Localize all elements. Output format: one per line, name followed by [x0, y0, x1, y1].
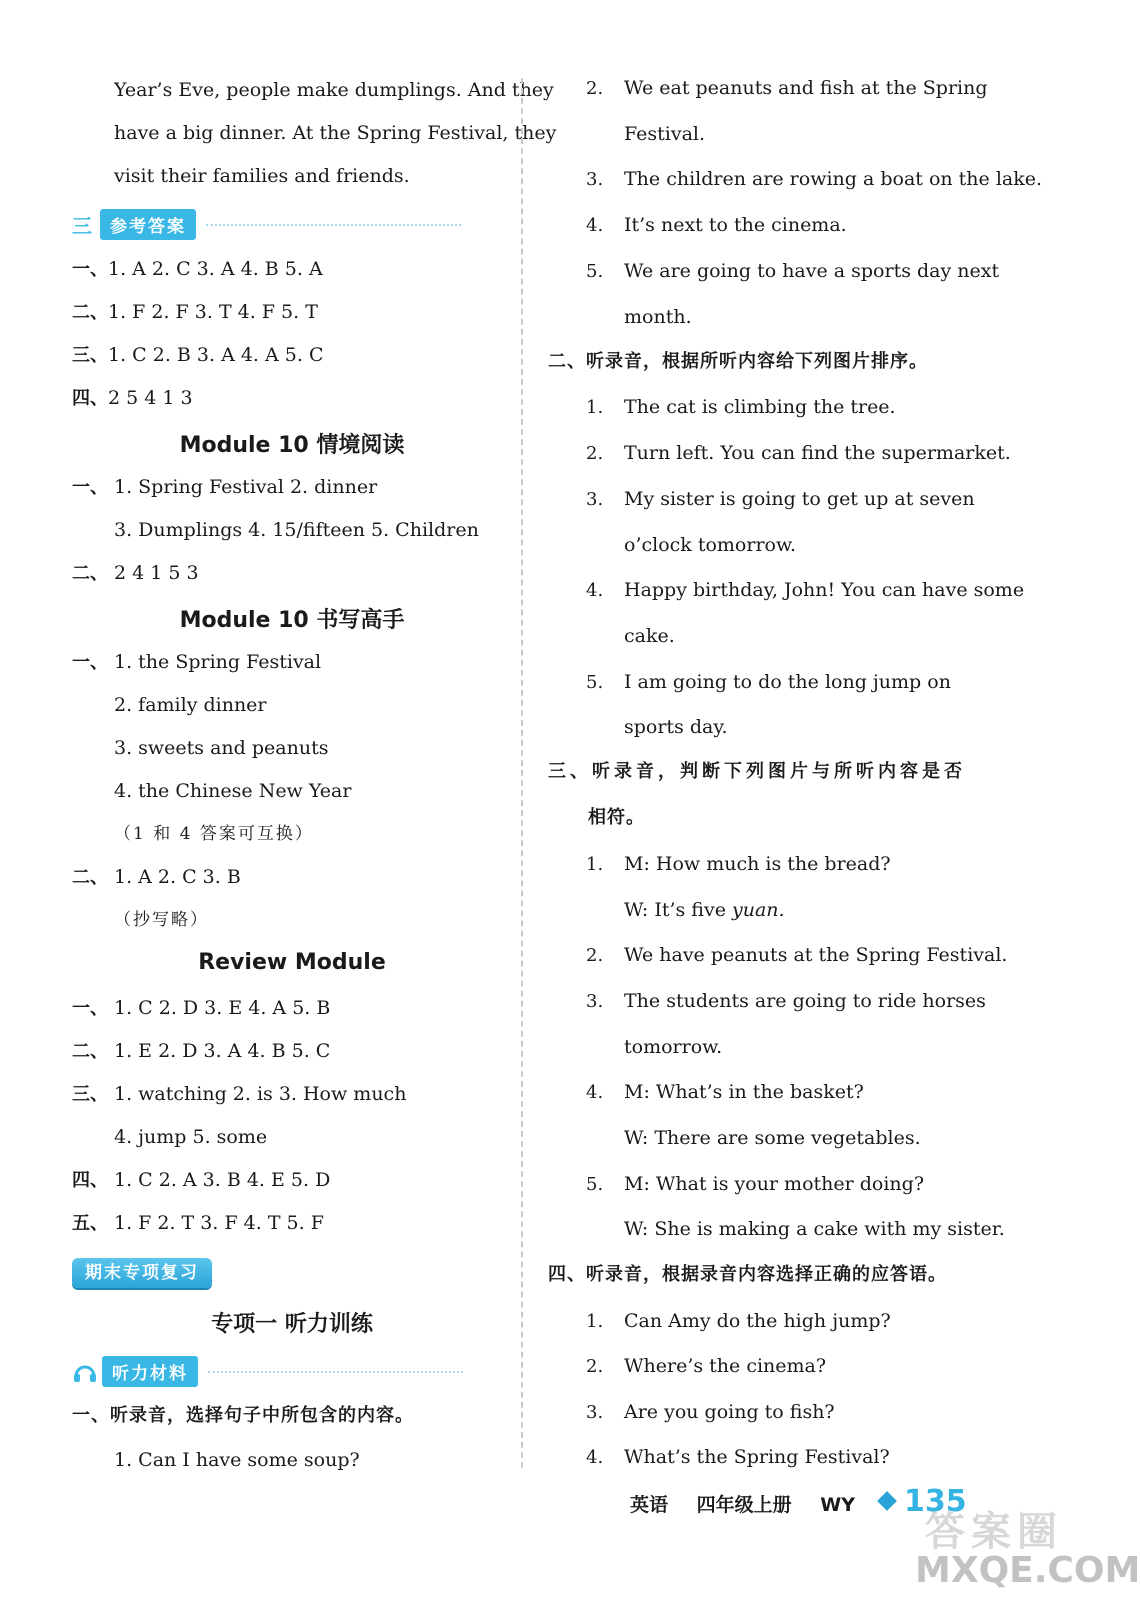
script-line: W: It’s five yuan. — [624, 899, 785, 921]
script-line: 3. My sister is going to get up at seven — [586, 488, 975, 510]
script-line: 3. The students are going to ride horses — [586, 990, 986, 1012]
answer-line: 一、 1. the Spring Festival — [72, 651, 322, 673]
script-line: 4. It’s next to the cinema. — [586, 214, 847, 236]
answer-line: 四、 1. C 2. A 3. B 4. E 5. D — [72, 1169, 331, 1191]
answer-line: 4. the Chinese New Year — [114, 780, 352, 802]
question-title: 相符。 — [588, 807, 645, 828]
script-line: 2. Where’s the cinema? — [586, 1355, 827, 1377]
watermark — [915, 1500, 1140, 1592]
module10-reading-heading: Module 10 情境阅读 — [179, 433, 405, 458]
note-line: （抄写略） — [114, 910, 209, 930]
question-title: 三、听录音，判断下列图片与所听内容是否 — [548, 761, 966, 782]
script-line: W: She is making a cake with my sister. — [624, 1218, 1005, 1240]
script-line: 5. We are going to have a sports day next — [586, 260, 1000, 282]
footer-subject: 英语 — [630, 1494, 669, 1516]
script-line: 5. I am going to do the long jump on — [586, 671, 951, 693]
page-footer — [630, 1490, 877, 1517]
listening-material-label: 听力材料 — [102, 1356, 198, 1387]
script-line: 2. Turn left. You can find the supermarket. — [586, 442, 1011, 464]
question-title: 一、听录音，选择句子中所包含的内容。 — [72, 1405, 414, 1426]
script-line: 4. What’s the Spring Festival? — [586, 1446, 890, 1468]
answer-line: 3. sweets and peanuts — [114, 737, 329, 759]
footer-edition: WY — [820, 1494, 855, 1516]
answer-line: 一、 1. C 2. D 3. E 4. A 5. B — [72, 997, 331, 1019]
script-line: tomorrow. — [624, 1036, 723, 1058]
script-line: 4. Happy birthday, John! You can have some — [586, 579, 1025, 601]
script-line: 5. M: What is your mother doing? — [586, 1173, 925, 1195]
answer-line: 五、 1. F 2. T 3. F 4. T 5. F — [72, 1212, 324, 1234]
question-title: 二、听录音，根据所听内容给下列图片排序。 — [548, 351, 928, 372]
intro-line: have a big dinner. At the Spring Festival, they — [114, 122, 557, 144]
headphones-icon — [72, 1361, 98, 1383]
answer-line: 三、 1. watching 2. is 3. How much — [72, 1083, 407, 1105]
answer-line: 一、 1. Spring Festival 2. dinner — [72, 476, 378, 498]
answer-line: 二、 2 4 1 5 3 — [72, 562, 199, 584]
reference-answers-tag — [72, 209, 461, 240]
module10-writing-heading: Module 10 书写高手 — [179, 608, 405, 633]
dotted-divider — [208, 1371, 463, 1373]
question-title: 四、听录音，根据录音内容选择正确的应答语。 — [548, 1264, 947, 1285]
script-line: o’clock tomorrow. — [624, 534, 797, 556]
answer-line: 一、1. A 2. C 3. A 4. B 5. A — [72, 258, 323, 280]
page-number-text: 135 — [904, 1483, 967, 1519]
script-line: 1. Can Amy do the high jump? — [586, 1310, 891, 1332]
answer-line: 4. jump 5. some — [114, 1126, 268, 1148]
script-line: W: There are some vegetables. — [624, 1127, 921, 1149]
intro-line: visit their families and friends. — [114, 165, 410, 187]
watermark-logo: 答案圈 — [925, 1509, 1063, 1555]
review-module-heading: Review Module — [198, 950, 386, 975]
section-number: 三 — [72, 214, 92, 238]
script-line: 1. M: How much is the bread? — [586, 853, 891, 875]
question-item: 1. Can I have some soup? — [114, 1449, 360, 1471]
dotted-divider — [206, 224, 461, 226]
column-divider — [521, 78, 523, 1468]
script-line: 3. Are you going to fish? — [586, 1401, 835, 1423]
topic1-heading: 专项一 听力训练 — [211, 1312, 373, 1337]
answer-line: 3. Dumplings 4. 15/fifteen 5. Children — [114, 519, 479, 541]
script-line: 2. We eat peanuts and fish at the Spring — [586, 77, 988, 99]
answer-line: 四、2 5 4 1 3 — [72, 387, 193, 409]
script-line: 2. We have peanuts at the Spring Festival. — [586, 944, 1008, 966]
answer-line: 二、1. F 2. F 3. T 4. F 5. T — [72, 301, 318, 323]
script-line: sports day. — [624, 716, 728, 738]
final-review-label: 期末专项复习 — [72, 1258, 212, 1288]
script-line: 1. The cat is climbing the tree. — [586, 396, 896, 418]
answer-line: 三、1. C 2. B 3. A 4. A 5. C — [72, 344, 324, 366]
footer-grade: 四年级上册 — [696, 1494, 792, 1516]
answer-line: 二、 1. A 2. C 3. B — [72, 866, 241, 888]
script-line: Festival. — [624, 123, 706, 145]
intro-line: Year’s Eve, people make dumplings. And they — [114, 79, 554, 101]
answer-line: 二、 1. E 2. D 3. A 4. B 5. C — [72, 1040, 331, 1062]
listening-material-tag — [72, 1356, 463, 1387]
script-line: month. — [624, 306, 692, 328]
note-line: （1 和 4 答案可互换） — [114, 824, 314, 844]
diamond-icon — [877, 1491, 897, 1511]
answer-line: 2. family dinner — [114, 694, 267, 716]
script-line: 4. M: What’s in the basket? — [586, 1081, 864, 1103]
script-line: cake. — [624, 625, 675, 647]
watermark-site: MXQE.COM — [915, 1550, 1140, 1591]
reference-answers-label: 参考答案 — [100, 209, 196, 240]
script-line: 3. The children are rowing a boat on the lake. — [586, 168, 1043, 190]
